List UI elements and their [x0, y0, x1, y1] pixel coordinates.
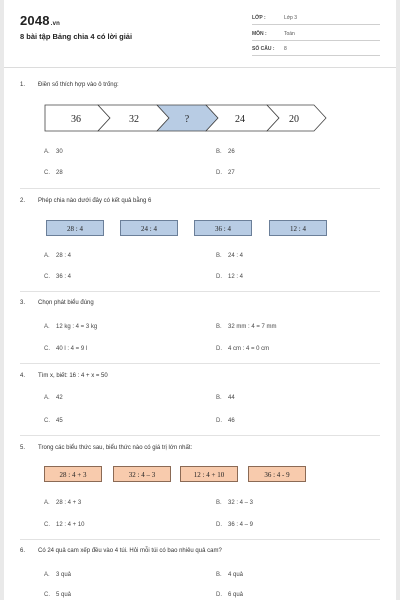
- q5-expression-box-4: 36 : 4 - 9: [248, 466, 306, 482]
- q5-option-c[interactable]: [44, 522, 85, 528]
- q3-option-b[interactable]: [216, 324, 277, 330]
- option-text: 44: [228, 395, 235, 401]
- q3-option-a[interactable]: [44, 324, 97, 330]
- question-4-title: [20, 373, 108, 379]
- number-sequence-arrows: [44, 104, 330, 132]
- question-number: 1.: [20, 82, 26, 88]
- meta-subject-value: Toán: [284, 31, 295, 37]
- q2-expression-box-3: 36 : 4: [194, 220, 252, 236]
- option-letter: A.: [44, 253, 50, 259]
- q2-expression-box-1: 28 : 4: [46, 220, 104, 236]
- option-text: 26: [228, 149, 235, 155]
- question-text: Tìm x, biết: 16 : 4 + x = 50: [38, 373, 108, 379]
- q5-option-b[interactable]: [216, 500, 253, 506]
- q2-option-d[interactable]: [216, 274, 243, 280]
- option-letter: C.: [44, 418, 50, 424]
- option-letter: C.: [44, 346, 50, 352]
- option-text: 12 : 4: [228, 274, 244, 280]
- option-letter: B.: [216, 500, 222, 506]
- option-letter: B.: [216, 149, 222, 155]
- meta-count-value: 8: [284, 46, 287, 52]
- worksheet-header: [4, 0, 396, 68]
- q4-option-c[interactable]: [44, 418, 63, 424]
- q2-option-b[interactable]: [216, 253, 243, 259]
- question-5-title: [20, 445, 192, 451]
- option-letter: C.: [44, 592, 50, 598]
- option-text: 27: [228, 170, 235, 176]
- option-letter: D.: [216, 274, 222, 280]
- option-text: 12 : 4 + 10: [56, 522, 85, 528]
- option-letter: D.: [216, 418, 222, 424]
- meta-subject: [252, 28, 380, 41]
- q6-option-a[interactable]: [44, 572, 71, 578]
- meta-subject-label: MÔN :: [252, 31, 267, 37]
- question-number: 4.: [20, 373, 26, 379]
- option-letter: A.: [44, 149, 50, 155]
- option-text: 4 quả: [228, 572, 244, 578]
- option-text: 36 : 4 – 9: [228, 522, 254, 528]
- option-letter: B.: [216, 324, 222, 330]
- q5-expression-box-1: 28 : 4 + 3: [44, 466, 102, 482]
- question-number: 3.: [20, 300, 26, 306]
- sequence-value-5: 20: [289, 114, 299, 125]
- q3-option-c[interactable]: [44, 346, 87, 352]
- q6-option-b[interactable]: [216, 572, 243, 578]
- question-6-title: [20, 548, 222, 554]
- option-letter: C.: [44, 170, 50, 176]
- option-text: 4 cm : 4 = 0 cm: [228, 346, 270, 352]
- q3-option-d[interactable]: [216, 346, 269, 352]
- option-text: 46: [228, 418, 235, 424]
- q1-option-a[interactable]: [44, 149, 63, 155]
- meta-grade-label: LỚP :: [252, 15, 266, 21]
- question-1-title: [20, 82, 119, 88]
- option-letter: A.: [44, 572, 50, 578]
- option-letter: C.: [44, 522, 50, 528]
- option-text: 24 : 4: [228, 253, 244, 259]
- option-text: 40 l : 4 = 9 l: [56, 346, 88, 352]
- q1-option-d[interactable]: [216, 170, 235, 176]
- q2-option-c[interactable]: [44, 274, 71, 280]
- q6-option-d[interactable]: [216, 592, 243, 598]
- option-letter: A.: [44, 395, 50, 401]
- worksheet-page: [4, 0, 396, 600]
- q5-option-d[interactable]: [216, 522, 253, 528]
- sequence-value-1: 36: [71, 114, 81, 125]
- option-text: 12 kg : 4 = 3 kg: [56, 324, 98, 330]
- meta-count: [252, 43, 380, 56]
- option-text: 42: [56, 395, 63, 401]
- option-letter: D.: [216, 170, 222, 176]
- question-2-title: [20, 198, 151, 204]
- q6-option-c[interactable]: [44, 592, 71, 598]
- logo-text: 2048: [20, 13, 50, 28]
- option-letter: B.: [216, 395, 222, 401]
- question-number: 2.: [20, 198, 26, 204]
- sequence-value-blank: ?: [184, 114, 190, 125]
- question-number: 6.: [20, 548, 26, 554]
- question-text: Có 24 quả cam xếp đều vào 4 túi. Hỏi mỗi túi có bao nhiêu quả cam?: [38, 548, 222, 554]
- option-letter: B.: [216, 572, 222, 578]
- option-text: 6 quả: [228, 592, 244, 598]
- question-number: 5.: [20, 445, 26, 451]
- question-divider: [20, 363, 380, 364]
- option-letter: C.: [44, 274, 50, 280]
- sequence-value-2: 32: [129, 114, 139, 125]
- q2-option-a[interactable]: [44, 253, 71, 259]
- option-text: 3 quả: [56, 572, 72, 578]
- option-letter: D.: [216, 522, 222, 528]
- q2-expression-box-2: 24 : 4: [120, 220, 178, 236]
- sequence-value-4: 24: [235, 114, 245, 125]
- q4-option-b[interactable]: [216, 395, 235, 401]
- question-text: Trong các biểu thức sau, biểu thức nào có giá trị lớn nhất:: [38, 445, 193, 451]
- q4-option-a[interactable]: [44, 395, 63, 401]
- option-letter: D.: [216, 592, 222, 598]
- question-divider: [20, 188, 380, 189]
- q5-option-a[interactable]: [44, 500, 81, 506]
- option-text: 28 : 4: [56, 253, 72, 259]
- q4-option-d[interactable]: [216, 418, 235, 424]
- question-divider: [20, 539, 380, 540]
- question-3-title: [20, 300, 94, 306]
- option-text: 28 : 4 + 3: [56, 500, 82, 506]
- option-text: 36 : 4: [56, 274, 72, 280]
- site-logo[interactable]: [20, 13, 60, 28]
- option-text: 32 : 4 – 3: [228, 500, 254, 506]
- option-letter: A.: [44, 500, 50, 506]
- option-letter: D.: [216, 346, 222, 352]
- option-letter: B.: [216, 253, 222, 259]
- q5-expression-box-2: 32 : 4 – 3: [113, 466, 171, 482]
- q2-expression-box-4: 12 : 4: [269, 220, 327, 236]
- question-text: Chọn phát biểu đúng: [38, 300, 94, 306]
- question-divider: [20, 435, 380, 436]
- option-text: 30: [56, 149, 63, 155]
- meta-count-label: SỐ CÂU :: [252, 46, 275, 52]
- document-title: 8 bài tập Bảng chia 4 có lời giải: [20, 32, 133, 41]
- question-text: Điền số thích hợp vào ô trống:: [38, 82, 119, 88]
- question-divider: [20, 291, 380, 292]
- q1-option-c[interactable]: [44, 170, 63, 176]
- option-letter: A.: [44, 324, 50, 330]
- q5-expression-box-3: 12 : 4 + 10: [180, 466, 238, 482]
- question-text: Phép chia nào dưới đây có kết quả bằng 6: [38, 198, 152, 204]
- option-text: 32 mm : 4 = 7 mm: [228, 324, 277, 330]
- option-text: 28: [56, 170, 63, 176]
- meta-grade-value: Lớp 3: [284, 15, 298, 21]
- option-text: 45: [56, 418, 63, 424]
- logo-suffix: .vn: [50, 21, 61, 27]
- q1-option-b[interactable]: [216, 149, 235, 155]
- option-text: 5 quả: [56, 592, 72, 598]
- meta-grade: [252, 12, 380, 25]
